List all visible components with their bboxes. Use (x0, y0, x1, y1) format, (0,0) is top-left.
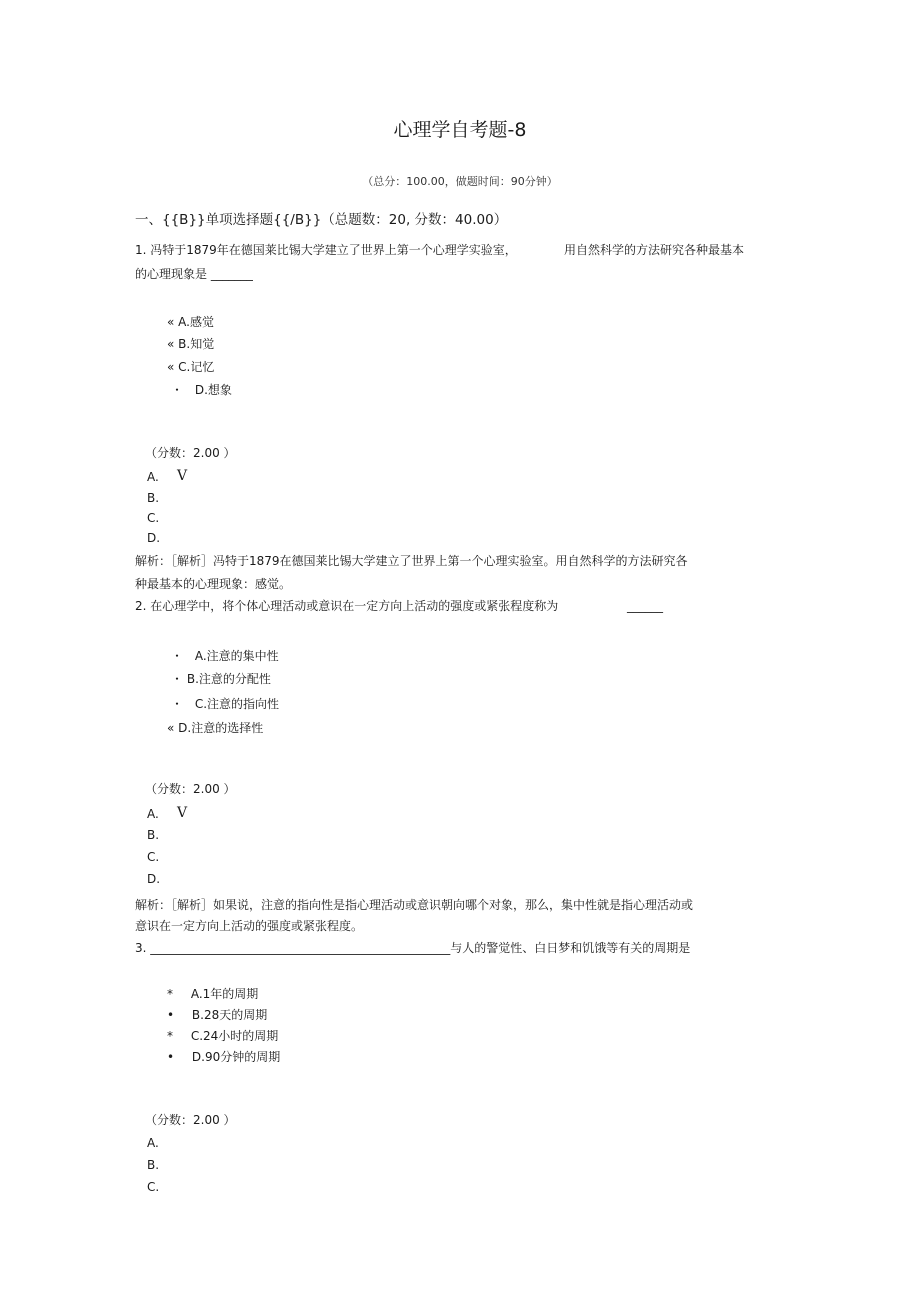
option-label: D.注意的选择性 (178, 721, 264, 735)
question-1-answer-b: B. (147, 491, 160, 505)
option-marker: « (167, 315, 175, 329)
question-3-answer-b: B. (147, 1158, 160, 1172)
option-label: B.注意的分配性 (186, 672, 271, 686)
question-3-option-d[interactable] (167, 1051, 280, 1063)
option-marker: • (167, 1050, 175, 1064)
question-1-option-d[interactable] (171, 384, 232, 396)
question-1-answer-d: D. (147, 531, 161, 545)
question-2-option-b[interactable] (171, 673, 271, 685)
option-label: A.感觉 (178, 315, 214, 329)
question-1-option-b[interactable] (167, 338, 214, 350)
question-3-answer-c: C. (147, 1180, 160, 1194)
option-label: A.1年的周期 (190, 987, 259, 1001)
question-1-stem-line-2: 的心理现象是 _______ (135, 267, 253, 281)
question-2-answer-b: B. (147, 828, 160, 842)
question-1-check-mark: V (177, 468, 188, 484)
option-label: D.90分钟的周期 (191, 1050, 281, 1064)
question-2-analysis-line-1: 解析：［解析］如果说，注意的指向性是指心理活动或意识朝向哪个对象，那么，集中性就是指心理活动或 (135, 898, 694, 912)
option-marker: • (167, 1008, 175, 1022)
question-2-answer-c: C. (147, 850, 160, 864)
question-3-score: （分数：2.00 ） (145, 1113, 236, 1127)
question-1-option-a[interactable] (167, 316, 214, 328)
option-marker: « (167, 337, 175, 351)
question-1-analysis-line-2: 种最基本的心理现象：感觉。 (135, 577, 292, 591)
question-2-check-mark: V (177, 805, 188, 821)
section-heading: 一、{{B}}单项选择题{{/B}}（总题数：20, 分数：40.00） (135, 212, 508, 228)
option-marker: * (167, 1029, 173, 1043)
option-marker: ・ (171, 649, 184, 663)
option-label: C.注意的指向性 (194, 697, 280, 711)
question-2-option-a[interactable] (171, 650, 279, 662)
option-marker: * (167, 987, 173, 1001)
question-2-analysis-line-2: 意识在一定方向上活动的强度或紧张程度。 (135, 919, 364, 933)
option-marker: ・ (171, 383, 184, 397)
question-2-option-c[interactable] (171, 698, 279, 710)
option-label: B.知觉 (178, 337, 215, 351)
option-label: D.想象 (194, 383, 232, 397)
question-3-stem-line-1: 3. __________________________________________________与人的警觉性、白日梦和饥饿等有关的周期是 (135, 941, 691, 955)
option-label: C.记忆 (178, 360, 215, 374)
question-3-answer-a: A. (147, 1136, 159, 1150)
option-label: A.注意的集中性 (194, 649, 279, 663)
option-label: B.28天的周期 (191, 1008, 268, 1022)
question-1-option-c[interactable] (167, 361, 214, 373)
page-title: 心理学自考题-8 (393, 119, 527, 141)
question-2-score: （分数：2.00 ） (145, 782, 236, 796)
question-3-option-c[interactable] (167, 1030, 278, 1042)
option-marker: ・ (171, 672, 184, 686)
option-marker: ・ (171, 697, 184, 711)
question-2-stem-line-1: 2. 在心理学中，将个体心理活动或意识在一定方向上活动的强度或紧张程度称为 (135, 599, 559, 613)
option-label: C.24小时的周期 (190, 1029, 279, 1043)
question-1-stem-line-1b: 用自然科学的方法研究各种最基本 (564, 243, 745, 257)
question-1-answer-c: C. (147, 511, 160, 525)
option-marker: « (167, 721, 175, 735)
option-marker: « (167, 360, 175, 374)
question-2-answer-a: A. (147, 807, 159, 821)
question-2-blank: ______ (627, 599, 663, 613)
exam-meta: （总分：100.00，做题时间：90分钟） (362, 175, 558, 188)
question-2-option-d[interactable] (167, 722, 263, 734)
question-1-score: （分数：2.00 ） (145, 446, 236, 460)
question-1-answer-a: A. (147, 470, 159, 484)
question-1-analysis-line-1: 解析：［解析］冯特于1879在德国莱比锡大学建立了世界上第一个心理实验室。用自然科学的方法研究各 (135, 554, 688, 568)
question-1-stem-line-1: 1. 冯特于1879年在德国莱比锡大学建立了世界上第一个心理学实验室， (135, 243, 517, 257)
question-2-answer-d: D. (147, 872, 161, 886)
question-3-option-a[interactable] (167, 988, 258, 1000)
question-3-option-b[interactable] (167, 1009, 267, 1021)
